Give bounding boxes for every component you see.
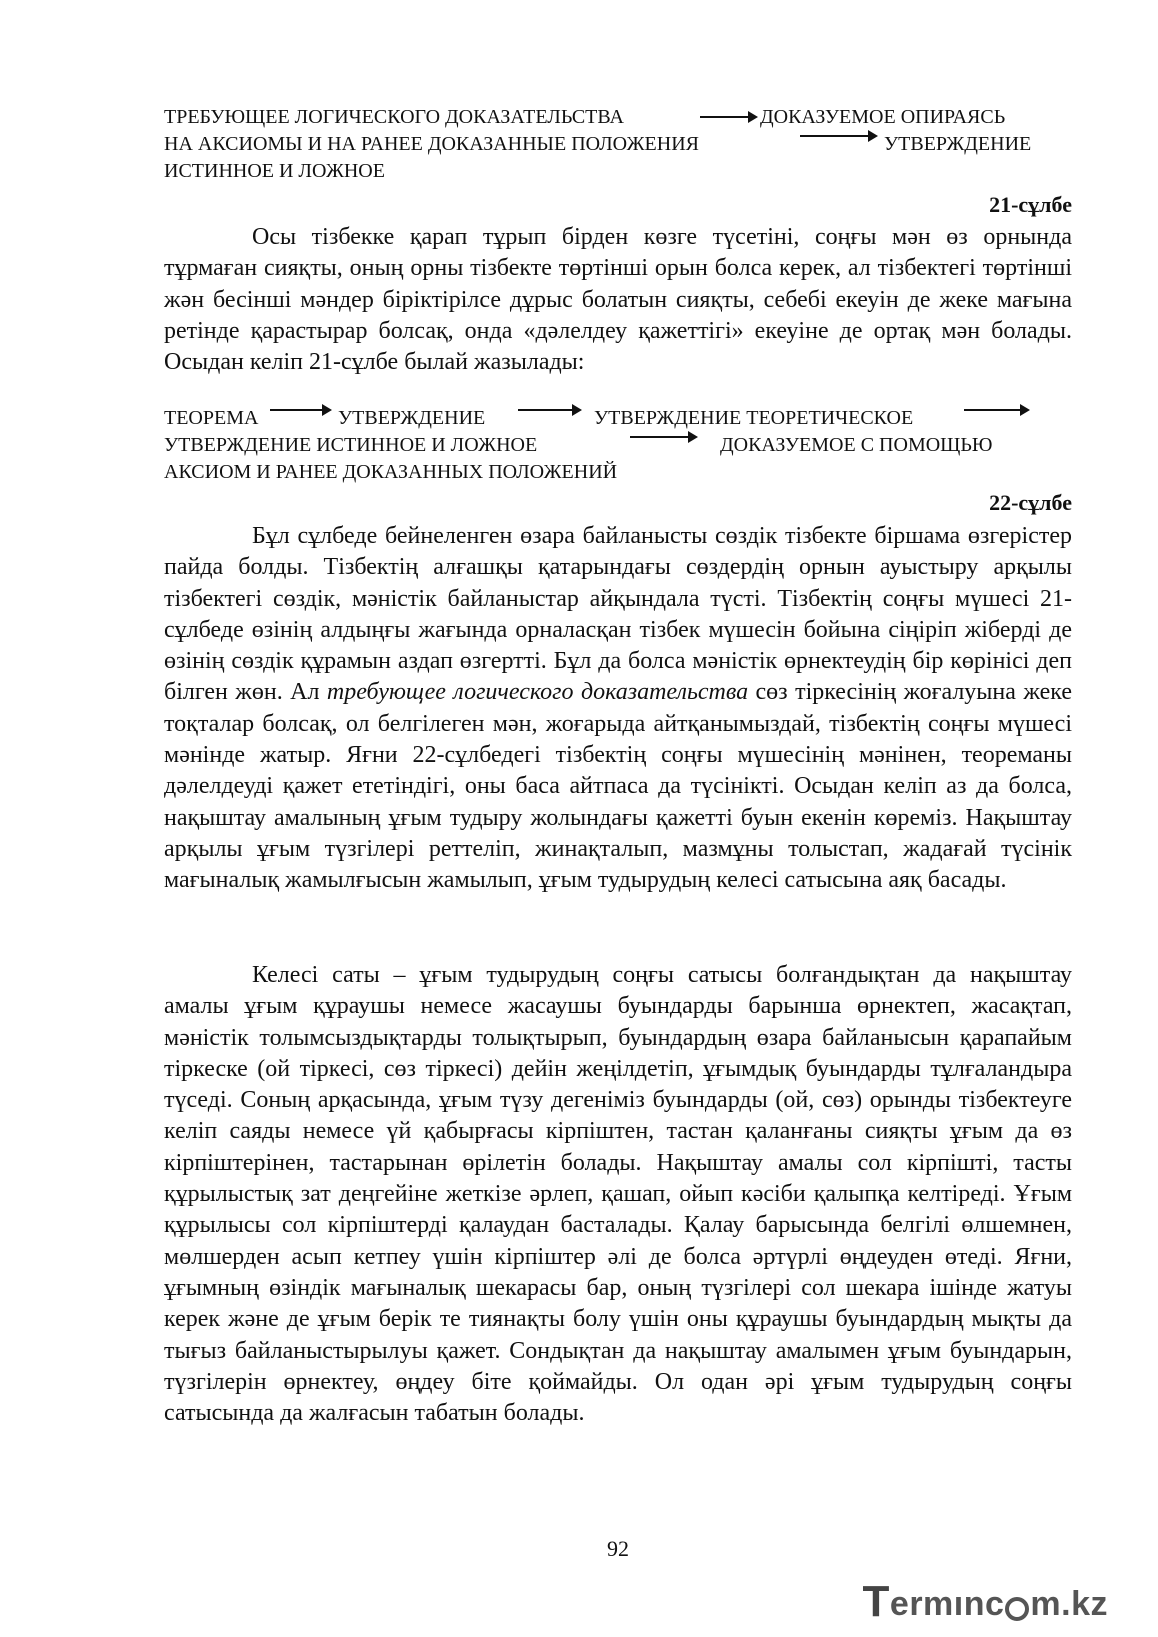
caption-22: 22-сұлбе	[989, 490, 1072, 515]
scheme-21-item: НА АКСИОМЫ И НА РАНЕЕ ДОКАЗАННЫЕ ПОЛОЖЕНИЯ	[164, 133, 699, 155]
paragraph-2-part-1: Бұл сұлбеде бейнеленген өзара байланысты сөздік тізбекте біршама өзгерістер пайда болды. Тізбектің алғашқы қатарындағы сөздердің орнын ауыстыру арқылы тізбектегі сөздік, мәністік байланыстар айқындала түсті. Тізбектің соңғы мүшесі 21-сұлбеде өзінің алдыңғы жағында орналасқан тізбек мүшесін бойына сіңіріп жіберді де өзінің сөздік құрамын аздап өзгертті. Бұл да болса мәністік өрнектеудің бір көрінісі деп білген жөн. Ал	[164, 523, 1072, 706]
scheme-21-item: ТРЕБУЮЩЕЕ ЛОГИЧЕСКОГО ДОКАЗАТЕЛЬСТВА	[164, 106, 624, 128]
termincom-logo	[862, 1577, 1108, 1626]
scheme-22-item: УТВЕРЖДЕНИЕ	[338, 407, 486, 429]
scheme-21-row-2	[164, 131, 1072, 158]
paragraph-2	[164, 521, 1072, 897]
arrow-icon	[964, 409, 1028, 411]
logo-o-icon	[1005, 1597, 1029, 1621]
paragraph-3: Келесі саты – ұғым тудырудың соңғы сатысы болғандықтан да нақыштау амалы ұғым құраушы немесе жасаушы буындарды барынша өрнектеп, жасақтап, мәністік толымсыздықтарды толықтырып, буындардың өзара байланысын қарапайым тіркеске (ой тіркесі, сөз тіркесі) дейін жеңілдетіп, ұғымдық буындарды тұлғаландыра түседі. Соның арқасында, ұғым түзу дегеніміз буындарды (ой, сөз) орынды тізбектеуге келіп саяды немесе үй қабырғасы кірпіштен, тастан қаланғаны сияқты ұғым да өз кірпіштерінен, тастарынан өрілетін болады. Нақыштау амалы сол кірпішті, тасты құрылыстық зат деңгейіне жеткізе әрлеп, қашап, ойып кәсіби қалыпқа келтіреді. Ұғым құрылысы сол кірпіштерді қалаудан басталады. Қалау барысында белгілі өлшемнен, мөлшерден асып кетпеу үшін кірпіштер әлі де болса әртүрлі өңдеуден өтеді. Яғни, ұғымның өзіндік мағыналық шекарасы бар, оның түзгілері сол шекара ішінде жатуы керек және де ұғым берік те тиянақты болу үшін оны құраушы буындардың мықты да тығыз байланыстырылуы қажет. Сондықтан да нақыштау амалымен ұғым буындарын, түзгілерін өрнектеу, өңдеу біте қоймайды. Ол одан әрі ұғым тудырудың соңғы сатысында да жалғасын табатын болады.	[164, 962, 1072, 1427]
arrow-icon	[700, 116, 756, 118]
scheme-22-row-3	[164, 459, 1072, 486]
scheme-21-row-1	[164, 104, 1072, 131]
scheme-22-row-2	[164, 432, 1072, 459]
logo-mid: ermınc	[889, 1585, 1005, 1623]
arrow-icon	[800, 135, 876, 137]
scheme-22-row-1	[164, 405, 1072, 432]
scheme-22-item: ДОКАЗУЕМОЕ С ПОМОЩЬЮ	[720, 434, 993, 456]
scheme-21	[164, 104, 1072, 185]
paragraph-2-italic: требующее логического доказательства	[326, 679, 749, 706]
scheme-21-item: УТВЕРЖДЕНИЕ	[884, 133, 1032, 155]
scheme-22-item: ТЕОРЕМА	[164, 407, 259, 429]
scheme-21-item: ИСТИННОЕ И ЛОЖНОЕ	[164, 160, 385, 182]
scheme-22-item: УТВЕРЖДЕНИЕ ИСТИННОЕ И ЛОЖНОЕ	[164, 434, 538, 456]
scheme-22-item: УТВЕРЖДЕНИЕ ТЕОРЕТИЧЕСКОЕ	[594, 407, 914, 429]
scheme-22-item: АКСИОМ И РАНЕЕ ДОКАЗАННЫХ ПОЛОЖЕНИЙ	[164, 461, 618, 483]
arrow-icon	[518, 409, 580, 411]
paragraph-1: Осы тізбекке қарап тұрып бірден көзге түсетіні, соңғы мән өз орнында тұрмаған сияқты, оның орны тізбекте төртінші орын болса керек, ал тізбектегі төртінші жән бесінші мәндер біріктірілсе дұрыс болатын сияқты, себебі екеуін де жеке мағына ретінде қарастырар болсақ, онда «дәлелдеу қажеттігі» екеуіне де ортақ мән болады. Осыдан келіп 21-сұлбе былай жазылады:	[164, 224, 1072, 376]
scheme-21-row-3	[164, 158, 1072, 185]
arrow-icon	[270, 409, 330, 411]
logo-t: T	[862, 1577, 890, 1626]
page-number: 92	[607, 1536, 629, 1561]
paragraph-2-part-2: сөз тіркесінің жоғалуына жеке тоқталар болсақ, ол белгілеген мән, жоғарыда айтқанымыздай, тізбектің соңғы мүшесі мәнінде жатыр. Яғни 22-сұлбедегі тізбектің соңғы мүшесінің мәнінен, теореманы дәлелдеуді қажет ететіндігі, оны баса айтпаса да түсінікті. Осыдан келіп аз да болса, нақыштау амалының ұғым тудыру жолындағы қажетті буын екенін көреміз. Нақыштау арқылы ұғым түзгілері реттеліп, жинақталып, мазмұны толыстап, жадағай түсінік мағыналық жамылғысын жамылып, ұғым тудырудың келесі сатысына аяқ басады.	[164, 679, 1072, 894]
logo-end: m.kz	[1030, 1585, 1108, 1623]
scheme-21-item: ДОКАЗУЕМОЕ ОПИРАЯСЬ	[760, 106, 1006, 128]
caption-21: 21-сұлбе	[989, 192, 1072, 217]
scheme-22	[164, 405, 1072, 486]
arrow-icon	[630, 436, 696, 438]
